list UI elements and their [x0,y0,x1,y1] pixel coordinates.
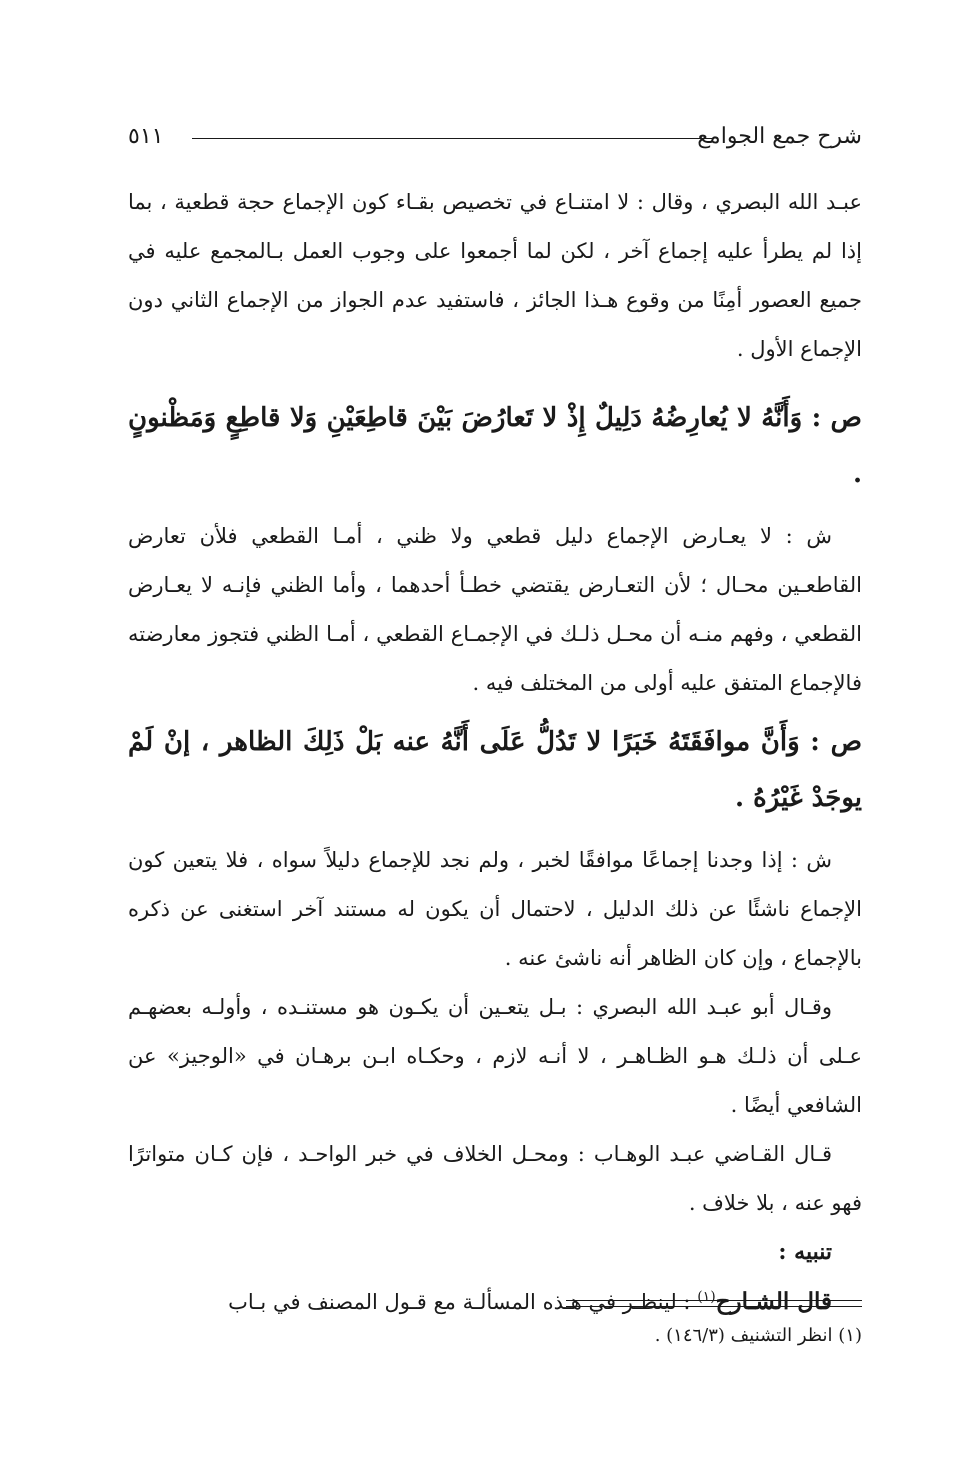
commentator-label: قال الشـارح [715,1288,832,1315]
footnote-reference: (١) [697,1289,716,1305]
header-title: شرح جمع الجوامع [697,124,862,149]
spacer [128,374,862,384]
footnote-separator [566,1300,862,1307]
header-rule [192,138,714,139]
main-text [128,178,862,1327]
paragraph-6-text: : لينظـر في هـذه المسألـة مع قـول المصنف في بـاب [228,1290,698,1314]
page-number: ٥١١ [128,124,164,149]
paragraph-3: ش : إذا وجدنا إجماعًا موافقًا لخبر ، ولم نجد للإجماع دليلاً سواه ، فلا يتعين كون الإجماع ناشئًا عن ذلك الدليل ، لاحتمال أن يكون له مستند آخر استغنى عن ذكره بالإجماع ، وإن كان الظاهر أنه ناشئ عنه . [128,848,862,970]
paragraph-2: ش : لا يعـارض الإجماع دليل قطعي ولا ظني ، أمـا القطعي فلأن تعارض القاطعـين محـال ؛ لأن التعـارض يقتضي خطـأ أحدهما ، وأما الظني فإنـه لا يعـارض القطعي ، وفهم منـه أن محـل ذلـك في الإجمـاع القطعي ، أمـا الظني فتجوز معارضته فالإجماع المتفق عليه أولى من المختلف فيه . [128,524,862,695]
paragraph-5: قـال القـاضي عبـد الوهـاب : ومحـل الخلاف في خبر الواحـد ، فإن كـان متواترًا فهو عنه ، بلا خلاف . [128,1142,862,1215]
paragraph-1: عبـد الله البصري ، وقال : لا امتنـاع في تخصيص بقـاء كون الإجماع حجة قطعية ، بما إذا لم يطرأ عليه إجماع آخر ، لكن لما أجمعوا على وجوب العمل بـالمجمع عليه في جميع العصور أمِنًا من وقوع هـذا الجائز ، فاستفيد عدم الجواز من الإجماع الثاني دون الإجماع الأول . [128,190,862,361]
paragraph-4: وقـال أبو عبـد الله البصري : بـل يتعـين أن يكـون هو مستنـده ، وأولـه بعضهـم عـلى أن ذلـك هـو الظـاهـر ، لا أنـه لازم ، وحكـاه ابـن برهـان في «الوجيز» عن الشافعي أيضًا . [128,995,862,1117]
matn-rule-1: ص : وَأَنَّهُ لا يُعارِضُهُ دَلِيلٌ إِذْ لا تَعارُضَ بَيْنَ قاطِعَيْنِ وَلا قاطِعٍ وَمَظْنونٍ . [128,403,862,489]
matn-rule-2: ص : وَأَنَّ موافَقَتَهُ خَبَرًا لا تَدُلُّ عَلَى أَنَّهُ عنه بَلْ ذَلِكَ الظاهر ، إنْ لَمْ يوجَدْ غَيْرُهُ . [128,727,862,813]
notice-heading: تنبيه : [778,1239,832,1265]
footnote: (١) انظر التشنيف (١٤٦/٣) . [654,1325,862,1346]
running-header [128,118,862,158]
